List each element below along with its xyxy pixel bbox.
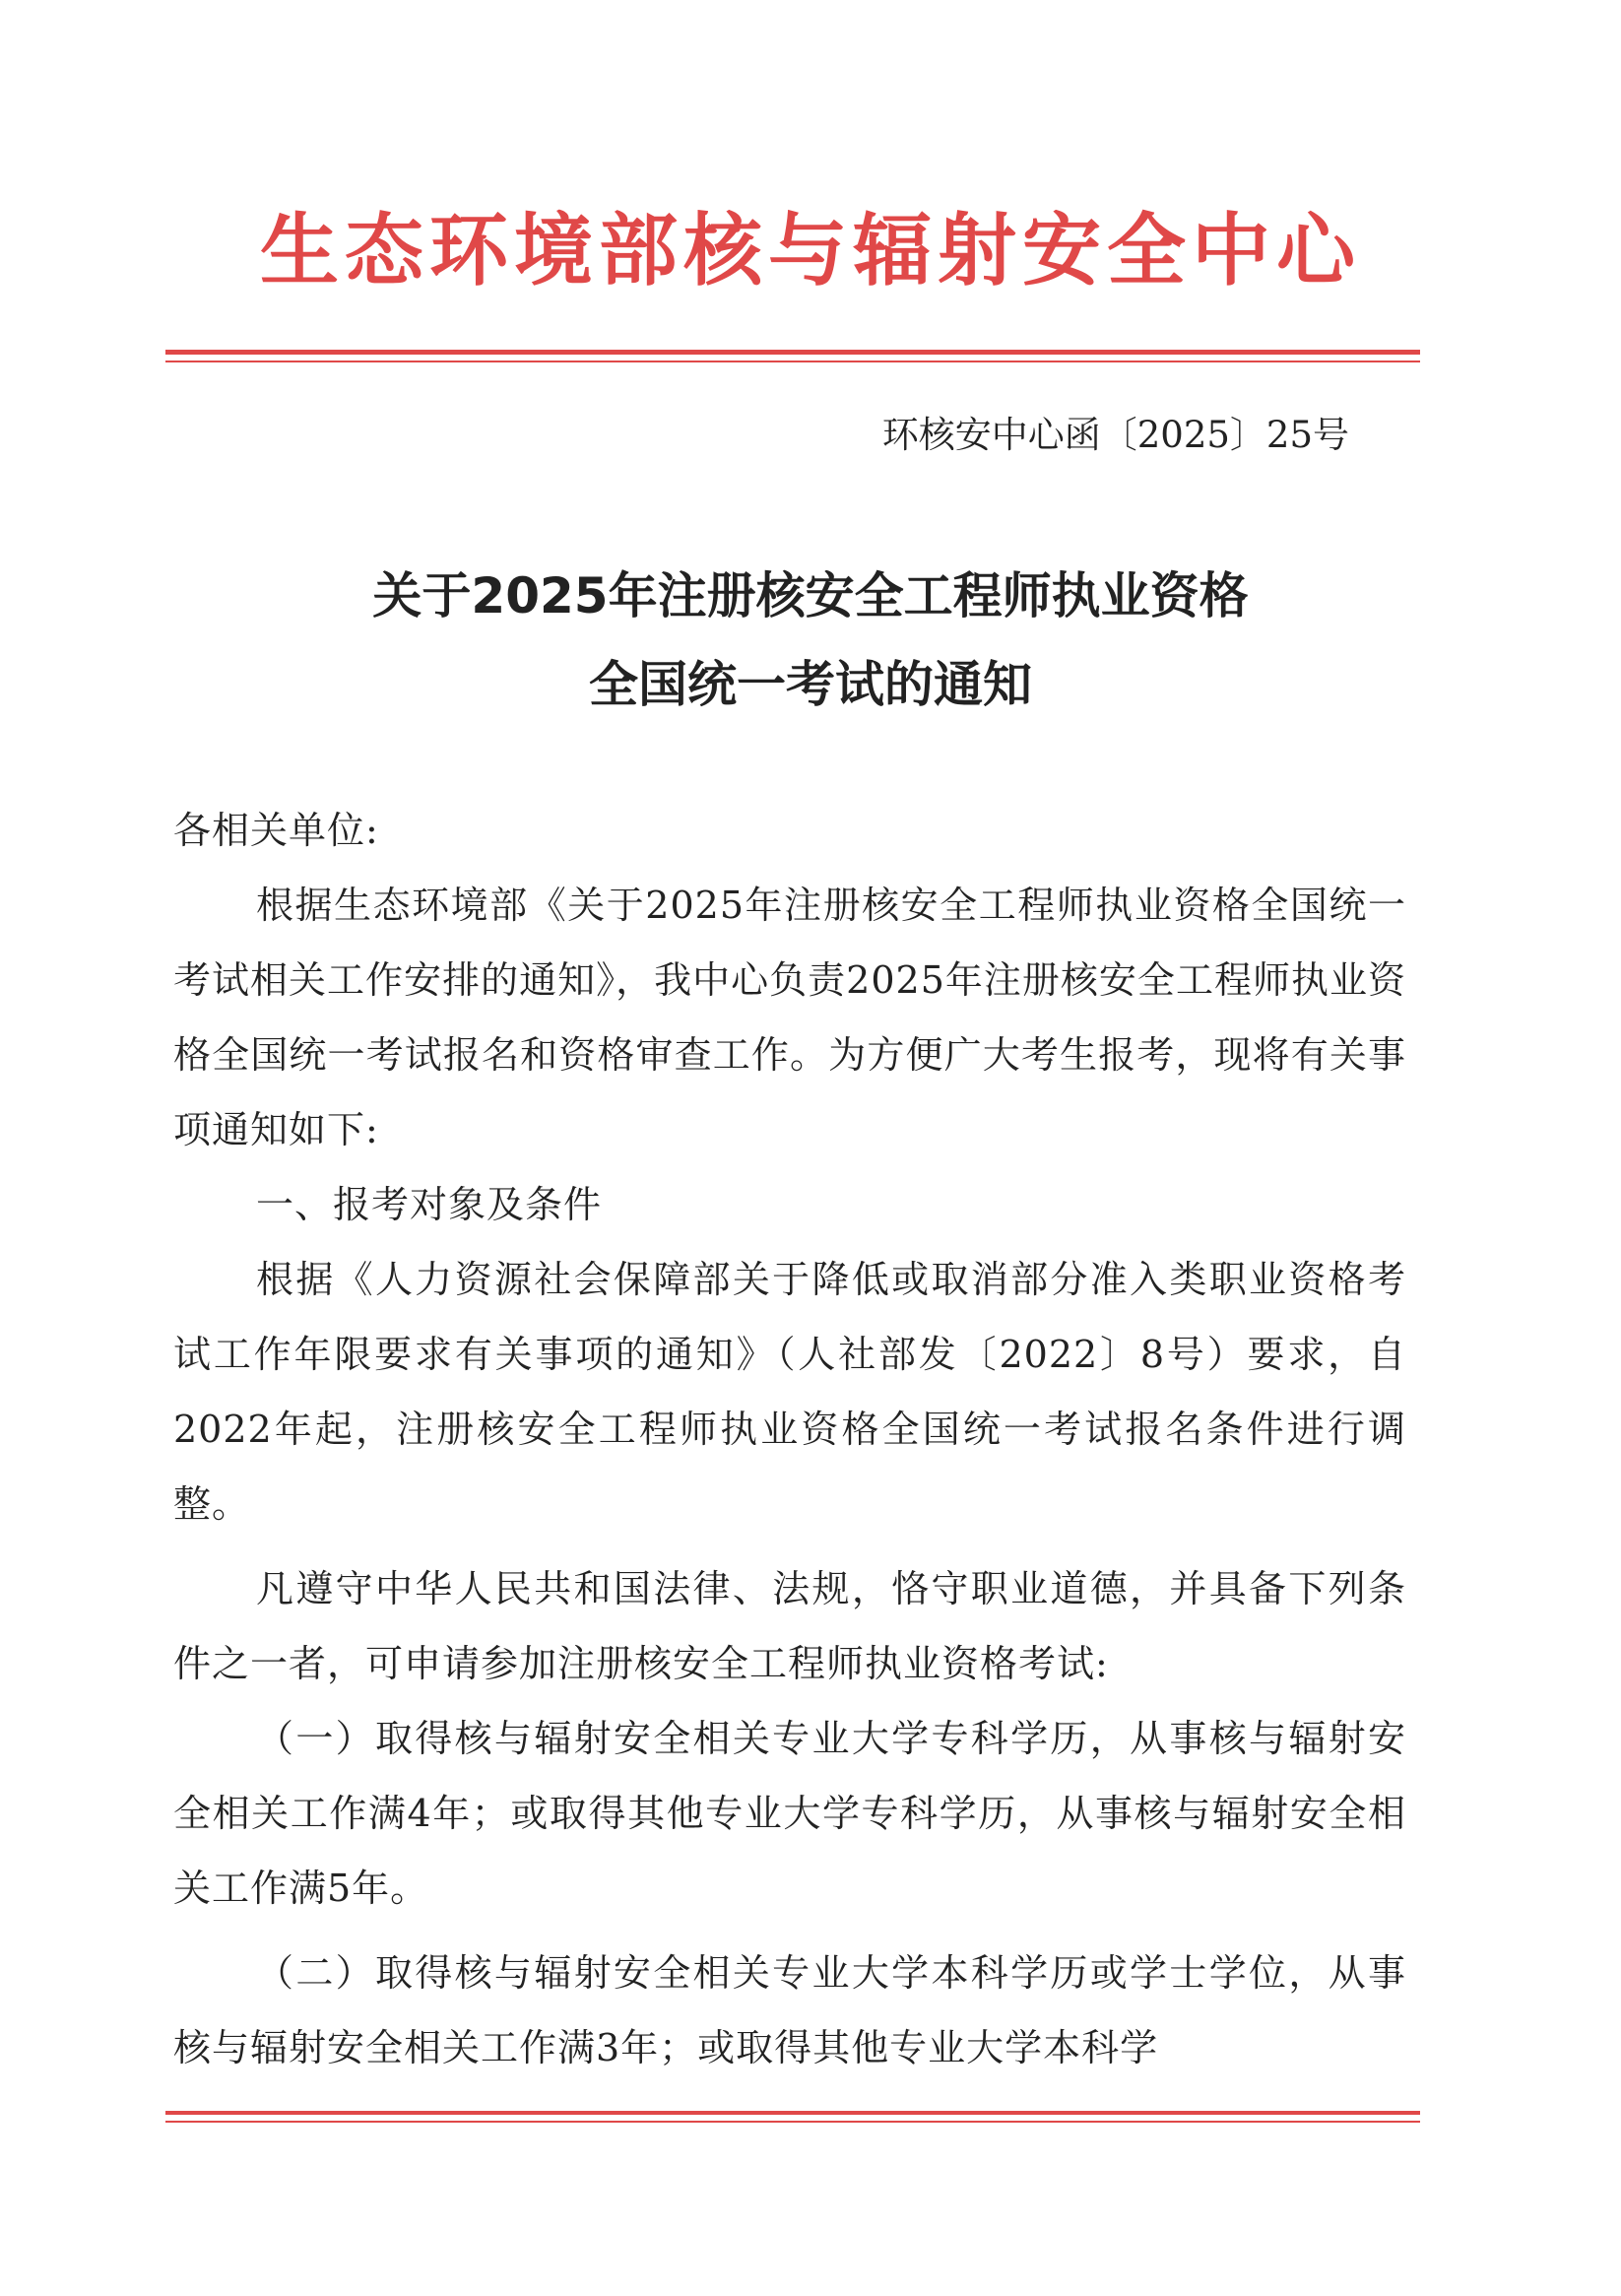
paragraph-condition-2: （二）取得核与辐射安全相关专业大学本科学历或学士学位，从事核与辐射安全相关工作满3年；或取得其他专业大学本科学 — [173, 1951, 1406, 2069]
document-number: 环核安中心函〔2025〕25号 — [881, 414, 1349, 456]
footer-divider-thick — [165, 2111, 1420, 2115]
paragraph-policy-basis: 根据《人力资源社会保障部关于降低或取消部分准入类职业资格考试工作年限要求有关事项的通知》（人社部发〔2022〕8号）要求，自2022年起，注册核安全工程师执业资格全国统一考试报名条件进行调整。 — [173, 1258, 1406, 1526]
footer-divider-thin — [165, 2121, 1420, 2123]
paragraph-eligibility: 凡遵守中华人民共和国法律、法规，恪守职业道德，并具备下列条件之一者，可申请参加注册核安全工程师执业资格考试: — [173, 1567, 1406, 1685]
section-heading-1: 一、报考对象及条件 — [256, 1183, 603, 1226]
title-line-1: 关于2025年注册核安全工程师执业资格 — [372, 567, 1249, 624]
letterhead-divider-thin — [165, 361, 1420, 362]
document-body — [173, 793, 1406, 2085]
letterhead-org-name: 生态环境部核与辐射安全中心 — [260, 205, 1361, 296]
title-line-2: 全国统一考试的通知 — [589, 656, 1032, 713]
letterhead-divider-thick — [165, 350, 1420, 355]
paragraph-condition-1: （一）取得核与辐射安全相关专业大学专科学历，从事核与辐射安全相关工作满4年；或取得其他专业大学专科学历，从事核与辐射安全相关工作满5年。 — [173, 1717, 1406, 1910]
document-title — [177, 552, 1444, 729]
paragraph-intro: 根据生态环境部《关于2025年注册核安全工程师执业资格全国统一考试相关工作安排的通知》，我中心负责2025年注册核安全工程师执业资格全国统一考试报名和资格审查工作。为方便广大考生报考，现将有关事项通知如下: — [173, 884, 1406, 1151]
salutation: 各相关单位: — [173, 809, 379, 852]
